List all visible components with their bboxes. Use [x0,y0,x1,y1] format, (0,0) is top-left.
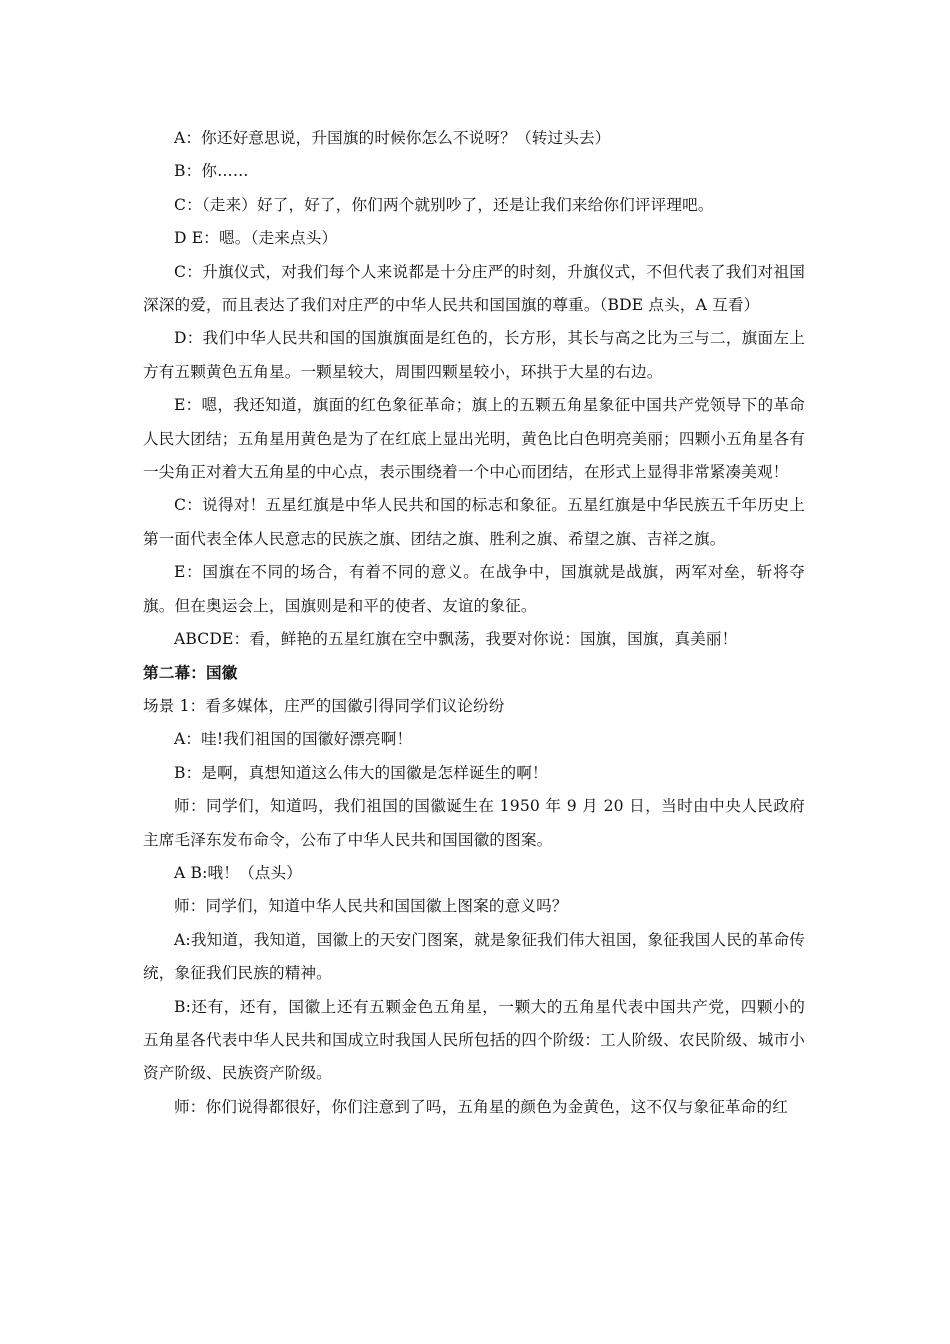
dialogue-line: 师：同学们，知道吗，我们祖国的国徽诞生在 1950 年 9 月 20 日，当时由中央人民政府主席毛泽东发布命令，公布了中华人民共和国国徽的图案。 [143,797,805,849]
dialogue-line: C：说得对！五星红旗是中华人民共和国的标志和象征。五星红旗是中华民族五千年历史上第一面代表全体人民意志的民族之旗、团结之旗、胜利之旗、希望之旗、吉祥之旗。 [143,496,805,548]
dialogue-line: B：是啊，真想知道这么伟大的国徽是怎样诞生的啊！ [174,763,548,782]
dialogue-line: B：你…… [174,162,249,181]
dialogue-line: 师：你们说得都很好，你们注意到了吗，五角星的颜色为金黄色，这不仅与象征革命的红 [174,1097,789,1116]
dialogue-line: C：（走来）好了，好了，你们两个就别吵了，还是让我们来给你们评评理吧。 [174,195,714,214]
dialogue-line: A：哇!我们祖国的国徽好漂亮啊！ [174,730,413,749]
dialogue-line: A B:哦！（点头） [174,863,302,882]
dialogue-line: E：国旗在不同的场合，有着不同的意义。在战争中，国旗就是战旗，两军对垒，斩将夺旗。但在奥运会上，国旗则是和平的使者、友谊的象征。 [143,563,805,615]
section-heading: 第二幕：国徽 [143,663,238,682]
scene-line: 场景 1：看多媒体，庄严的国徽引得同学们议论纷纷 [143,696,505,715]
dialogue-line: C：升旗仪式，对我们每个人来说都是十分庄严的时刻，升旗仪式，不但代表了我们对祖国深深的爱，而且表达了我们对庄严的中华人民共和国国旗的尊重。（BDE 点头，A 互看） [143,262,805,315]
dialogue-line: A：你还好意思说，升国旗的时候你怎么不说呀？（转过头去） [174,129,611,147]
document-body [143,122,805,1124]
dialogue-line: D E：嗯。（走来点头） [174,229,338,248]
dialogue-line: D：我们中华人民共和国的国旗旗面是红色的，长方形，其长与高之比为三与二，旗面左上方有五颗黄色五角星。一颗星较大，周围四颗星较小，环拱于大星的右边。 [143,329,805,381]
dialogue-line: A:我知道，我知道，国徽上的天安门图案，就是象征我们伟大祖国，象征我国人民的革命传统，象征我们民族的精神。 [143,930,805,983]
dialogue-line: ABCDE：看，鲜艳的五星红旗在空中飘荡，我要对你说：国旗，国旗，真美丽！ [174,630,738,649]
dialogue-line: B:还有，还有，国徽上还有五颗金色五角星，一颗大的五角星代表中国共产党，四颗小的五角星各代表中华人民共和国成立时我国人民所包括的四个阶级：工人阶级、农民阶级、城市小资产阶级、民族资产阶级。 [143,997,805,1083]
dialogue-line: E：嗯，我还知道，旗面的红色象征革命；旗上的五颗五角星象征中国共产党领导下的革命人民大团结；五角星用黄色是为了在红底上显出光明，黄色比白色明亮美丽；四颗小五角星各有一尖角正对着大五角星的中心点，表示围绕着一个中心而团结，在形式上显得非常紧凑美观！ [143,396,805,482]
dialogue-line: 师：同学们，知道中华人民共和国国徽上图案的意义吗？ [174,897,568,916]
